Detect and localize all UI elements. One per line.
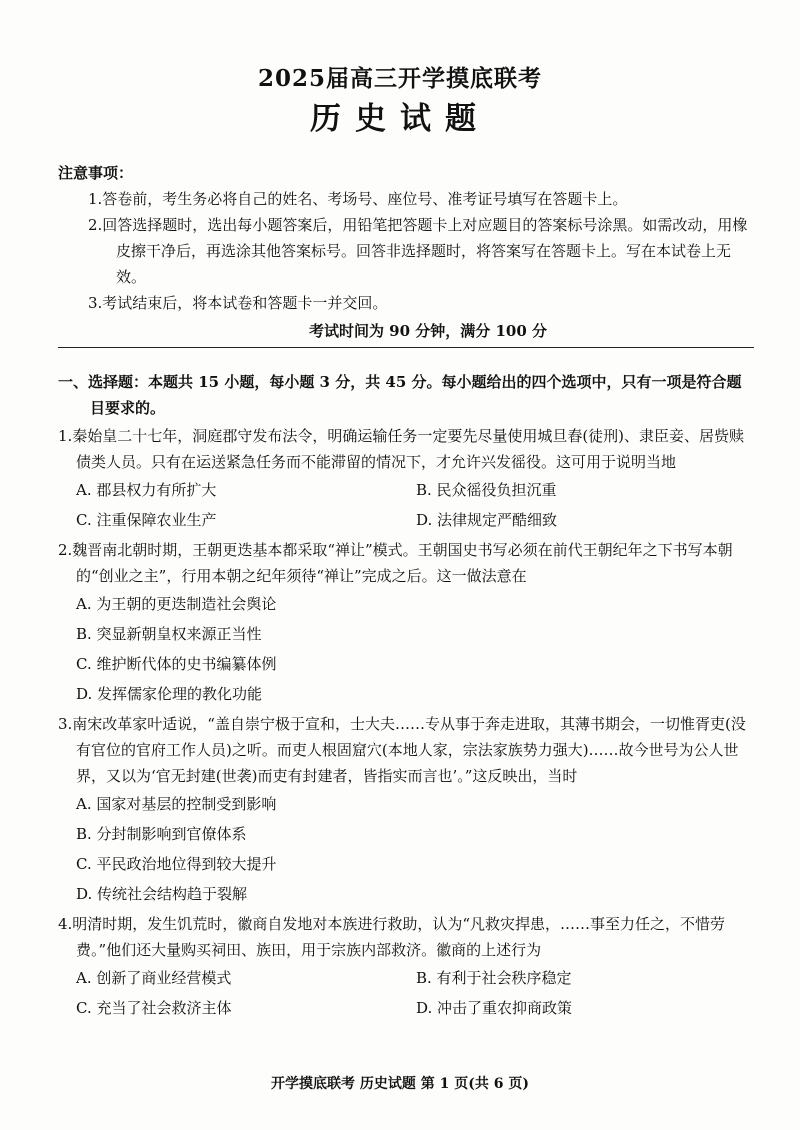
option-c: C. 充当了社会救济主体 [76, 999, 232, 1017]
option-c: C. 平民政治地位得到较大提升 [76, 855, 277, 873]
notice-heading: 注意事项： [58, 164, 134, 182]
option-c: C. 维护断代体的史书编纂体例 [76, 655, 277, 673]
option-d: D. 发挥儒家伦理的教化功能 [76, 685, 263, 703]
option-b: B. 民众徭役负担沉重 [416, 481, 557, 499]
option-d: D. 冲击了重农抑商政策 [416, 999, 573, 1017]
option-list [76, 589, 748, 709]
option-b: B. 突显新朝皇权来源正当性 [76, 625, 262, 643]
option-b: B. 有利于社会秩序稳定 [416, 969, 572, 987]
question-4 [58, 911, 748, 1023]
option-list [76, 475, 748, 535]
page-footer: 开学摸底联考 历史试题 第 1 页(共 6 页) [271, 1076, 529, 1092]
question-2 [58, 537, 748, 709]
option-a: A. 为王朝的更迭制造社会舆论 [76, 595, 277, 613]
notice-block [58, 160, 758, 344]
option-b: B. 分封制影响到官僚体系 [76, 825, 247, 843]
divider-line [58, 347, 754, 348]
option-a: A. 创新了商业经营模式 [76, 969, 232, 987]
option-a: A. 郡县权力有所扩大 [76, 481, 217, 499]
option-d: D. 传统社会结构趋于裂解 [76, 885, 248, 903]
option-d: D. 法律规定严酷细致 [416, 511, 558, 529]
exam-subject-title: 历史试题 [310, 101, 490, 137]
option-c: C. 注重保障农业生产 [76, 511, 217, 529]
exam-title: 2025届高三开学摸底联考 [257, 65, 542, 92]
question-stem: 1.秦始皇二十七年，洞庭郡守发布法令，明确运输任务一定要先尽量使用城旦舂(徒刑)、隶臣妾、居赀赎债类人员。只有在运送紧急任务而不能滞留的情况下，才允许兴发徭役。这可用于说明当地 [58, 427, 745, 471]
option-list [76, 789, 748, 909]
exam-time-note: 考试时间为 90 分钟，满分 100 分 [308, 322, 548, 340]
notice-item: 1.答卷前，考生务必将自己的姓名、考场号、座位号、准考证号填写在答题卡上。 [88, 190, 628, 208]
question-stem: 3.南宋改革家叶适说，“盖自崇宁极于宣和，士大夫……专从事于奔走进取，其薄书期会，一切惟胥吏(没有官位的官府工作人员)之听。而吏人根固窟穴(本地人家，宗法家族势力强大)……故今世号为公人世界，又以为‘官无封建(世袭)而吏有封建者，皆指实而言也’。”这反映出，当时 [58, 715, 746, 785]
option-list [76, 963, 748, 1023]
notice-item: 3.考试结束后，将本试卷和答题卡一并交回。 [88, 294, 388, 312]
notice-item: 2.回答选择题时，选出每小题答案后，用铅笔把答题卡上对应题目的答案标号涂黑。如需改动，用橡皮擦干净后，再选涂其他答案标号。回答非选择题时，将答案写在答题卡上。写在本试卷上无效。 [88, 216, 748, 286]
question-3 [58, 711, 748, 909]
section-title: 一、选择题：本题共 15 小题，每小题 3 分，共 45 分。每小题给出的四个选项中，只有一项是符合题目要求的。 [58, 373, 742, 417]
question-stem: 2.魏晋南北朝时期，王朝更迭基本都采取“禅让”模式。王朝国史书写必须在前代王朝纪年之下书写本朝的“创业之主”，行用本朝之纪年须待“禅让”完成之后。这一做法意在 [58, 541, 733, 585]
option-a: A. 国家对基层的控制受到影响 [76, 795, 277, 813]
question-stem: 4.明清时期，发生饥荒时，徽商自发地对本族进行救助，认为“凡救灾捍患，……事至力任之，不惜劳费。”他们还大量购买祠田、族田，用于宗族内部救济。徽商的上述行为 [58, 915, 725, 959]
question-1 [58, 423, 748, 535]
questions-area [58, 369, 748, 1023]
